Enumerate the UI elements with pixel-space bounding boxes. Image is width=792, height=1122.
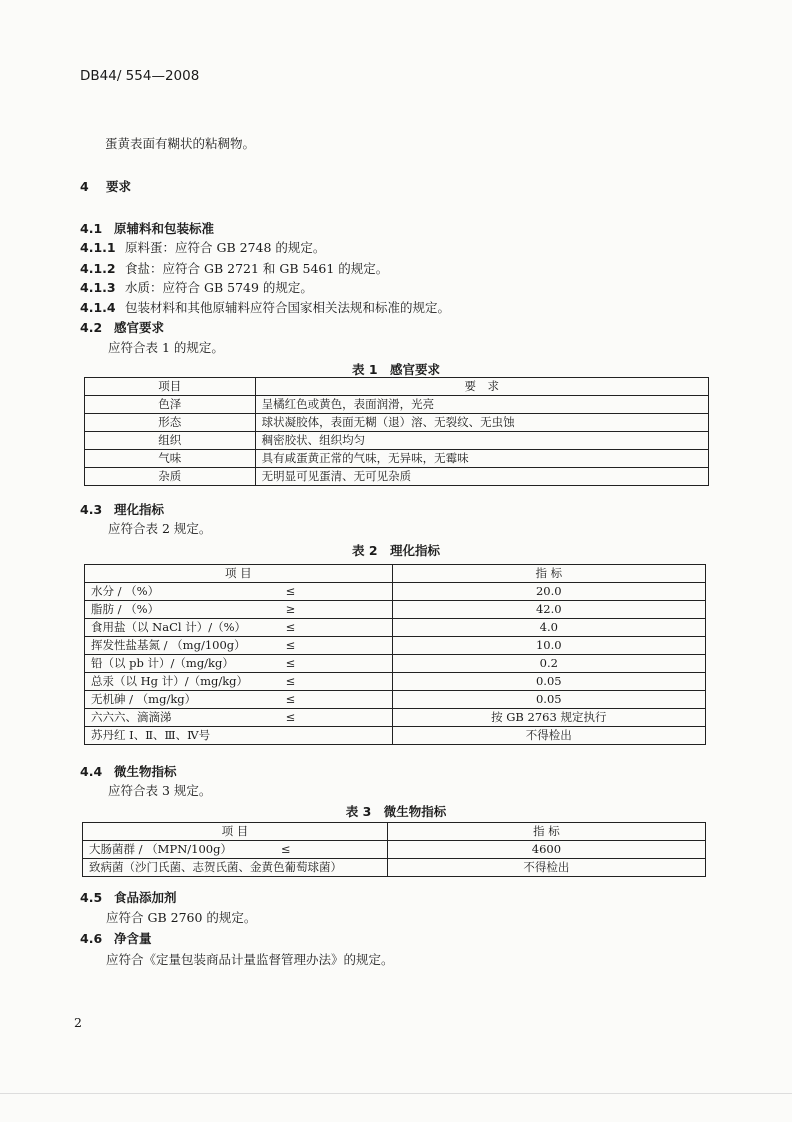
- table-row: [85, 414, 709, 432]
- section-title: 食品添加剂: [114, 890, 177, 905]
- header-cell: 指 标: [387, 823, 705, 841]
- section-4-3-text: 应符合表 2 规定。: [108, 521, 212, 536]
- section-number: 4.1: [80, 221, 103, 236]
- clause-number: 4.1.3: [80, 280, 116, 295]
- comparison-symbol: ≤: [285, 620, 296, 634]
- value-cell: 0.2: [392, 655, 705, 673]
- item-cell: [85, 583, 393, 601]
- header-cell: 要 求: [255, 378, 708, 396]
- item-cell: [85, 673, 393, 691]
- comparison-symbol: ≤: [280, 842, 291, 856]
- item-cell: 气味: [85, 450, 256, 468]
- item-cell: [85, 601, 393, 619]
- requirement-cell: 稠密胶状、组织均匀: [255, 432, 708, 450]
- table-row: [83, 841, 706, 859]
- item-label: 水分 / （%）: [91, 584, 160, 598]
- clause-4-1-2: [80, 259, 388, 277]
- section-title: 净含量: [114, 931, 152, 946]
- item-cell: [83, 841, 388, 859]
- item-cell: 杂质: [85, 468, 256, 486]
- table-1-caption: 表 1 感官要求: [351, 362, 441, 377]
- comparison-symbol: ≤: [285, 710, 296, 724]
- item-label: 六六六、滴滴涕: [91, 710, 172, 724]
- comparison-symbol: ≤: [285, 656, 296, 670]
- table-row: [85, 637, 706, 655]
- table-3-caption: 表 3 微生物指标: [345, 804, 447, 819]
- value-cell: 不得检出: [392, 727, 705, 745]
- header-cell: 项 目: [85, 565, 393, 583]
- section-4-5-text: 应符合 GB 2760 的规定。: [106, 910, 257, 925]
- item-label: 致病菌（沙门氏菌、志贺氏菌、金黄色葡萄球菌）: [89, 860, 342, 874]
- value-cell: 20.0: [392, 583, 705, 601]
- item-cell: [85, 655, 393, 673]
- value-cell: 4600: [387, 841, 705, 859]
- section-title: 微生物指标: [114, 764, 177, 779]
- item-label: 脂肪 / （%）: [91, 602, 160, 616]
- section-4-heading: [80, 177, 131, 195]
- clause-number: 4.1.1: [80, 240, 116, 255]
- table-row: [85, 468, 709, 486]
- document-code: DB44/ 554—2008: [80, 68, 200, 84]
- item-cell: 色泽: [85, 396, 256, 414]
- item-cell: [85, 619, 393, 637]
- section-title: 要求: [106, 179, 132, 194]
- table-row: [85, 601, 706, 619]
- section-4-6-heading: [80, 929, 152, 947]
- clause-number: 4.1.4: [80, 300, 116, 315]
- clause-text: 食盐：应符合 GB 2721 和 GB 5461 的规定。: [125, 261, 389, 276]
- table-header-row: [83, 823, 706, 841]
- requirement-cell: 呈橘红色或黄色，表面润滑，光亮: [255, 396, 708, 414]
- section-4-4-heading: [80, 762, 177, 780]
- section-number: 4.6: [80, 931, 103, 946]
- table-row: [85, 583, 706, 601]
- item-cell: [85, 691, 393, 709]
- item-label: 铅（以 pb 计）/（mg/kg）: [91, 656, 234, 670]
- comparison-symbol: ≤: [285, 638, 296, 652]
- value-cell: 0.05: [392, 673, 705, 691]
- section-title: 理化指标: [114, 502, 165, 517]
- table-row: [85, 691, 706, 709]
- item-cell: 形态: [85, 414, 256, 432]
- clause-4-1-1: [80, 238, 325, 256]
- value-cell: 按 GB 2763 规定执行: [392, 709, 705, 727]
- item-label: 大肠菌群 / （MPN/100g）: [89, 842, 232, 856]
- item-label: 食用盐（以 NaCl 计）/（%）: [91, 620, 247, 634]
- section-number: 4.4: [80, 764, 103, 779]
- clause-number: 4.1.2: [80, 261, 116, 276]
- item-cell: [85, 727, 393, 745]
- clause-text: 原料蛋：应符合 GB 2748 的规定。: [125, 240, 326, 255]
- comparison-symbol: ≤: [285, 674, 296, 688]
- page-number: 2: [74, 1015, 82, 1030]
- table-row: [85, 619, 706, 637]
- page-edge-line: [0, 1093, 792, 1094]
- header-cell: 项目: [85, 378, 256, 396]
- value-cell: 不得检出: [387, 859, 705, 877]
- table-row: [85, 727, 706, 745]
- table-row: [85, 450, 709, 468]
- section-4-4-text: 应符合表 3 规定。: [108, 783, 212, 798]
- table-2-caption: 表 2 理化指标: [351, 543, 441, 558]
- section-4-6-text: 应符合《定量包装商品计量监督管理办法》的规定。: [106, 952, 394, 967]
- section-number: 4.3: [80, 502, 103, 517]
- intro-paragraph: 蛋黄表面有糊状的粘稠物。: [105, 136, 256, 151]
- table-1-sensory: [84, 377, 709, 486]
- table-row: [85, 709, 706, 727]
- value-cell: 10.0: [392, 637, 705, 655]
- table-2-physicochemical: [84, 564, 706, 745]
- table-3-microbiological: [82, 822, 706, 877]
- item-label: 无机砷 / （mg/kg）: [91, 692, 197, 706]
- header-cell: 指 标: [392, 565, 705, 583]
- section-title: 感官要求: [114, 320, 165, 335]
- table-row: [85, 655, 706, 673]
- requirement-cell: 无明显可见蛋清、无可见杂质: [255, 468, 708, 486]
- value-cell: 42.0: [392, 601, 705, 619]
- section-number: 4.2: [80, 320, 103, 335]
- section-4-2-heading: [80, 318, 164, 336]
- table-row: [83, 859, 706, 877]
- item-label: 挥发性盐基氮 / （mg/100g）: [91, 638, 246, 652]
- clause-4-1-4: [80, 298, 450, 316]
- clause-text: 水质：应符合 GB 5749 的规定。: [125, 280, 313, 295]
- table-row: [85, 432, 709, 450]
- item-cell: [83, 859, 388, 877]
- item-label: 总汞（以 Hg 计）/（mg/kg）: [91, 674, 249, 688]
- header-cell: 项 目: [83, 823, 388, 841]
- section-4-3-heading: [80, 500, 164, 518]
- item-cell: [85, 709, 393, 727]
- section-4-5-heading: [80, 888, 177, 906]
- section-title: 原辅料和包装标准: [114, 221, 215, 236]
- section-number: 4: [80, 179, 89, 194]
- section-4-1-heading: [80, 219, 214, 237]
- value-cell: 0.05: [392, 691, 705, 709]
- table-header-row: [85, 565, 706, 583]
- comparison-symbol: ≥: [285, 602, 296, 616]
- comparison-symbol: ≤: [285, 692, 296, 706]
- section-4-2-text: 应符合表 1 的规定。: [108, 340, 224, 355]
- section-number: 4.5: [80, 890, 103, 905]
- item-label: 苏丹红 Ⅰ、Ⅱ、Ⅲ、Ⅳ号: [91, 728, 211, 742]
- clause-4-1-3: [80, 278, 313, 296]
- table-header-row: [85, 378, 709, 396]
- comparison-symbol: ≤: [285, 584, 296, 598]
- table-row: [85, 673, 706, 691]
- value-cell: 4.0: [392, 619, 705, 637]
- requirement-cell: 具有咸蛋黄正常的气味，无异味，无霉味: [255, 450, 708, 468]
- requirement-cell: 球状凝胶体，表面无糊（退）溶、无裂纹、无虫蚀: [255, 414, 708, 432]
- table-row: [85, 396, 709, 414]
- item-cell: 组织: [85, 432, 256, 450]
- item-cell: [85, 637, 393, 655]
- clause-text: 包装材料和其他原辅料应符合国家相关法规和标准的规定。: [125, 300, 451, 315]
